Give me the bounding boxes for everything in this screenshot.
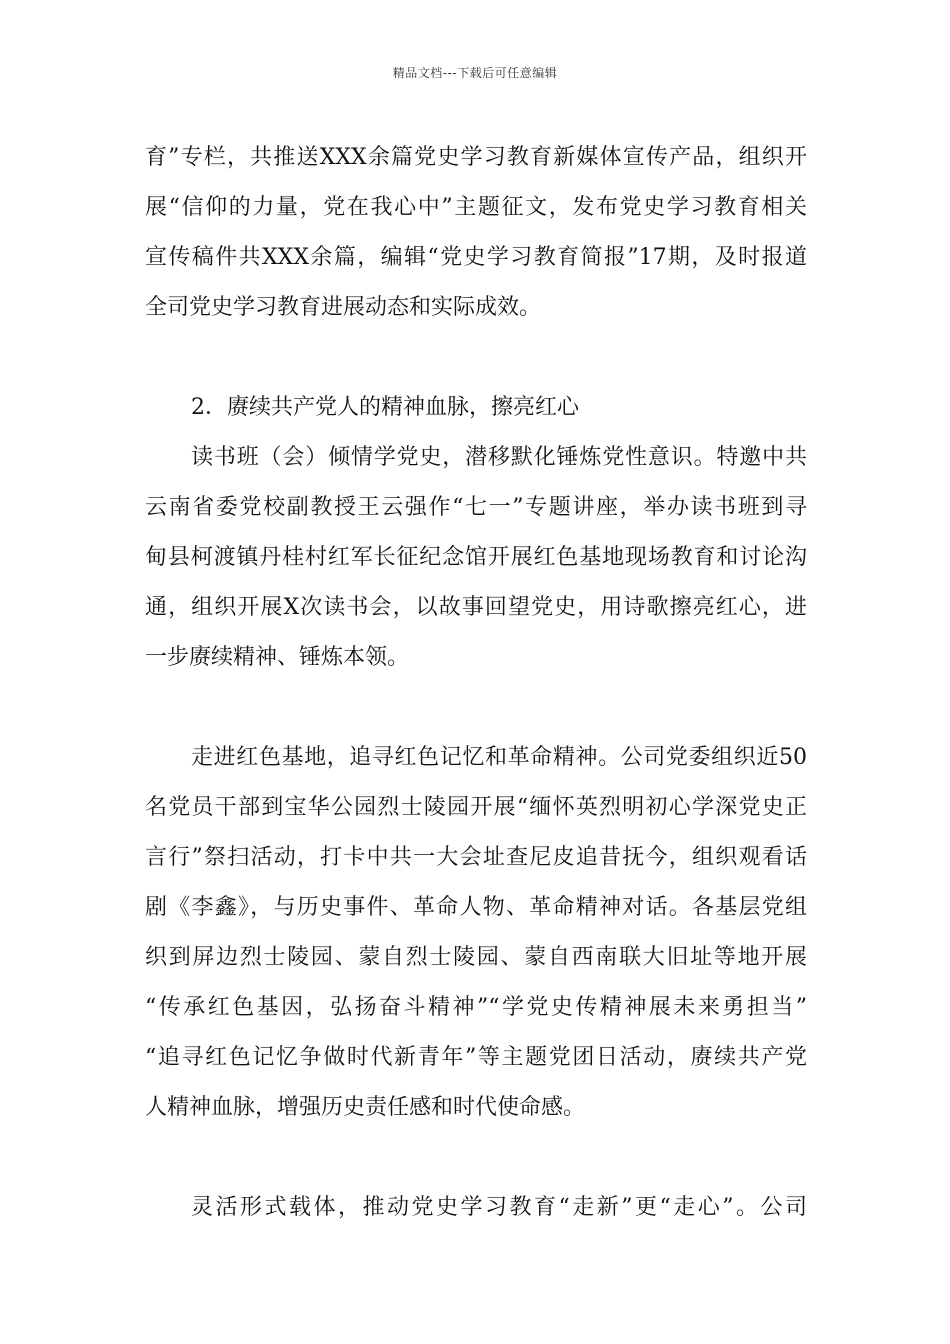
paragraph-line: 云南省委党校副教授王云强作“七一”专题讲座，举办读书班到寻 (145, 495, 807, 520)
paragraph-spacer (145, 333, 807, 383)
page-header: 精品文档---下载后可任意编辑 (392, 66, 558, 80)
paragraph-line: 读书班（会）倾情学党史，潜移默化锤炼党性意识。特邀中共 (191, 445, 807, 470)
paragraph-line: 展“信仰的力量，党在我心中”主题征文，发布党史学习教育相关 (145, 195, 807, 220)
section-heading: 2．赓续共产党人的精神血脉，擦亮红心 (191, 395, 579, 420)
paragraph-flexible-forms (145, 1183, 807, 1233)
paragraph-line: 灵活形式载体，推动党史学习教育“走新”更“走心”。公司 (191, 1195, 807, 1220)
paragraph-line: “追寻红色记忆争做时代新青年”等主题党团日活动，赓续共产党 (145, 1045, 807, 1070)
paragraph-line: 剧《李鑫》，与历史事件、革命人物、革命精神对话。各基层党组 (145, 895, 807, 920)
paragraph-line: 育”专栏，共推送XXX余篇党史学习教育新媒体宣传产品，组织开 (145, 145, 807, 170)
paragraph-line: “传承红色基因，弘扬奋斗精神”“学党史传精神展未来勇担当” (145, 995, 807, 1020)
paragraph-spacer (145, 683, 807, 733)
paragraph-media-promotion (145, 133, 807, 333)
paragraph-line: 走进红色基地，追寻红色记忆和革命精神。公司党委组织近50 (191, 745, 807, 770)
paragraph-red-base (145, 733, 807, 1133)
paragraph-line: 名党员干部到宝华公园烈士陵园开展“缅怀英烈明初心学深党史正 (145, 795, 807, 820)
paragraph-spacer (145, 1133, 807, 1183)
paragraph-line: 全司党史学习教育进展动态和实际成效。 (145, 295, 542, 320)
paragraph-line: 宣传稿件共XXX余篇，编辑“党史学习教育简报”17期，及时报道 (145, 245, 807, 270)
paragraph-line: 人精神血脉，增强历史责任感和时代使命感。 (145, 1095, 586, 1120)
paragraph-reading-class (145, 433, 807, 683)
paragraph-line: 织到屏边烈士陵园、蒙自烈士陵园、蒙自西南联大旧址等地开展 (145, 945, 807, 970)
paragraph-line: 一步赓续精神、锤炼本领。 (145, 645, 410, 670)
paragraph-line: 甸县柯渡镇丹桂村红军长征纪念馆开展红色基地现场教育和讨论沟 (145, 545, 807, 570)
document-body (145, 133, 807, 1233)
paragraph-line: 言行”祭扫活动，打卡中共一大会址查尼皮追昔抚今，组织观看话 (145, 845, 807, 870)
paragraph-line: 通，组织开展X次读书会，以故事回望党史，用诗歌擦亮红心，进 (145, 595, 807, 620)
